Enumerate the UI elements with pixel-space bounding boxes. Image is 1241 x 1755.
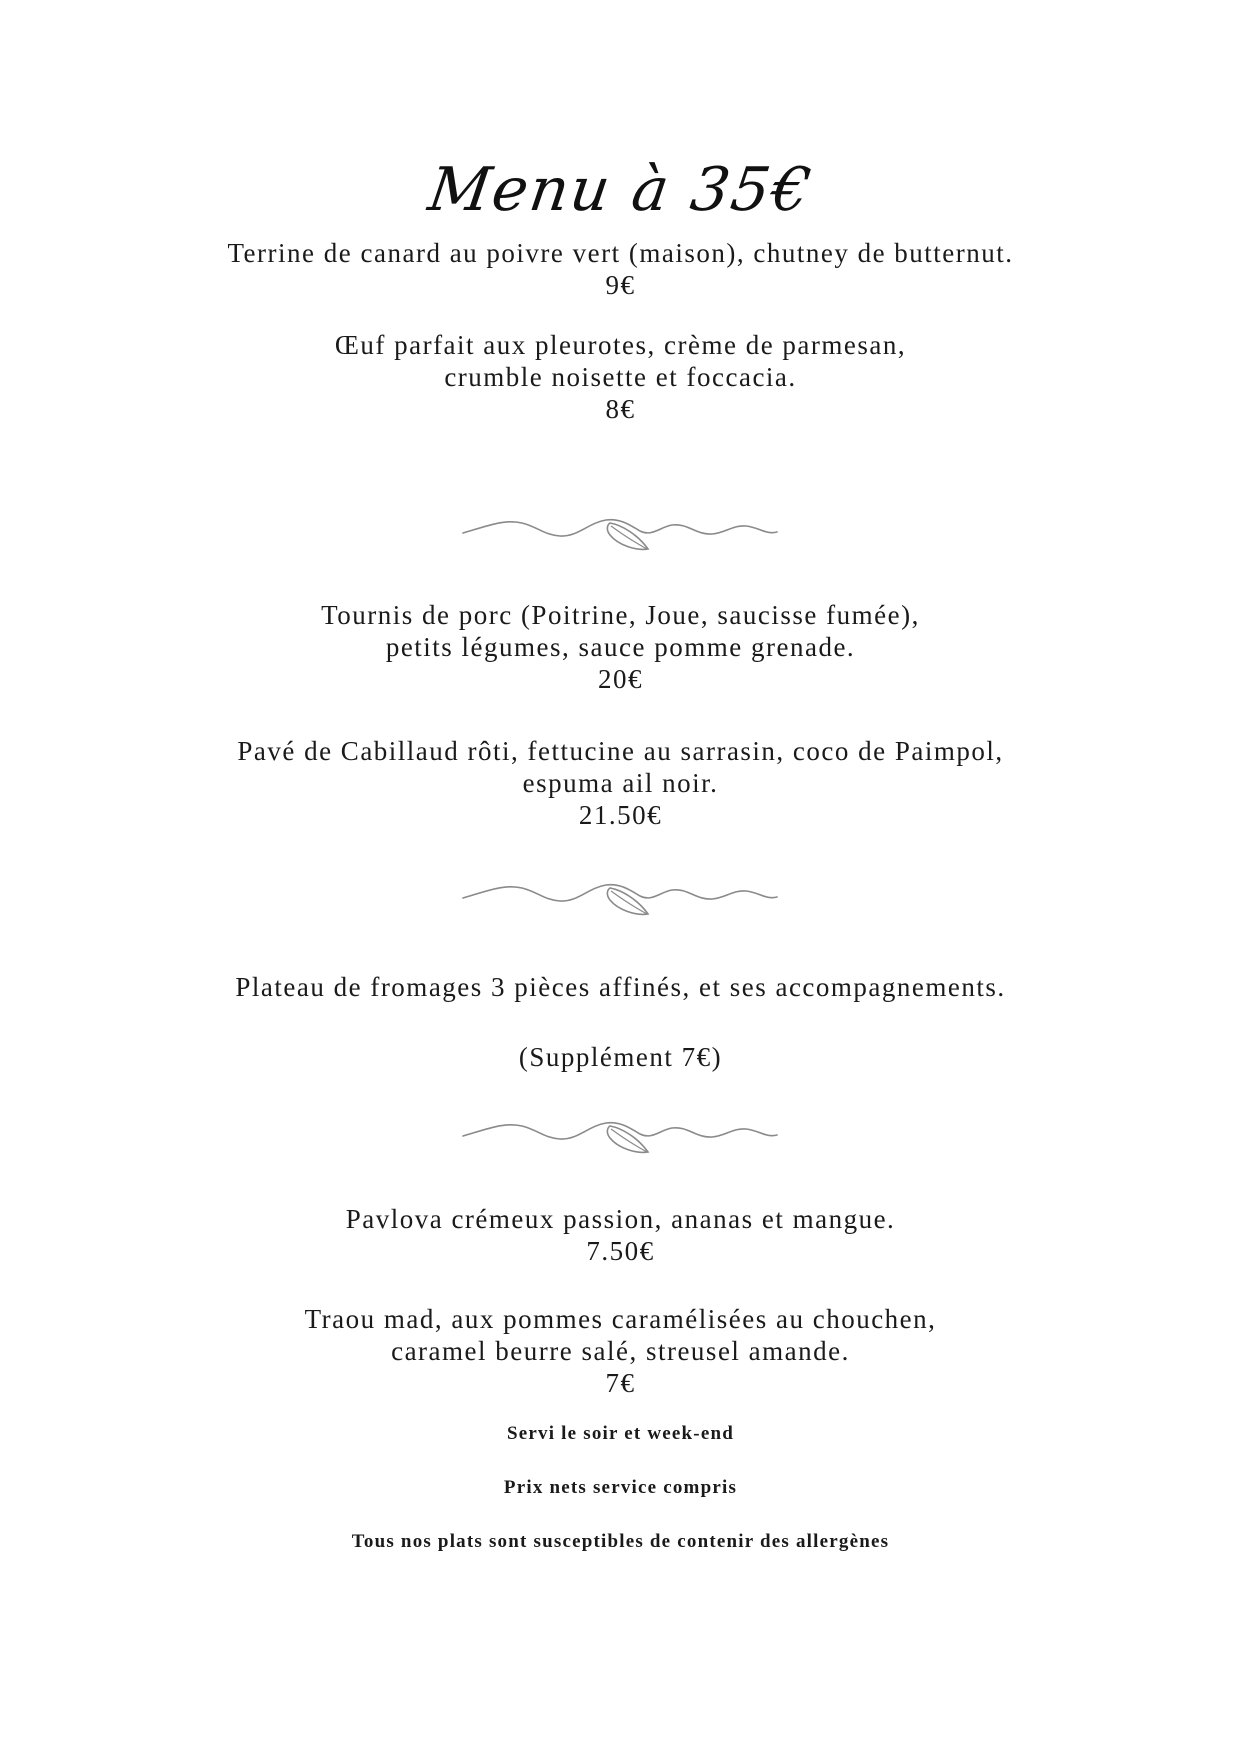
plat-2-line-1: Pavé de Cabillaud rôti, fettucine au sarrasin, coco de Paimpol, <box>237 736 1004 766</box>
note-prices: Prix nets service compris <box>503 1477 738 1498</box>
entree-1-price: 9€ <box>605 270 636 300</box>
plat-2-price: 21.50€ <box>578 800 663 830</box>
plat-1-price: 20€ <box>598 664 643 694</box>
dessert-2-line-1: Traou mad, aux pommes caramélisées au chouchen, <box>304 1304 937 1334</box>
note-allergens: Tous nos plats sont susceptibles de contenir des allergènes <box>351 1531 890 1552</box>
vine-leaf-divider-icon <box>460 1108 780 1158</box>
entree-1-line-1: Terrine de canard au poivre vert (maison), chutney de butternut. <box>227 238 1014 268</box>
plat-1-line-1: Tournis de porc (Poitrine, Joue, saucisse fumée), <box>321 600 920 630</box>
vine-leaf-divider-icon <box>460 870 780 920</box>
fromages-supplement: (Supplément 7€) <box>518 1042 723 1072</box>
plat-1-line-2: petits légumes, sauce pomme grenade. <box>385 632 856 662</box>
vine-leaf-divider-icon <box>460 505 780 555</box>
note-served: Servi le soir et week-end <box>507 1423 734 1444</box>
menu-title: Menu à 35€ <box>424 155 817 225</box>
entree-2-line-2: crumble noisette et foccacia. <box>444 362 797 392</box>
entree-2-line-1: Œuf parfait aux pleurotes, crème de parmesan, <box>334 330 907 360</box>
dessert-1-line-1: Pavlova crémeux passion, ananas et mangue. <box>345 1204 896 1234</box>
fromages-line: Plateau de fromages 3 pièces affinés, et ses accompagnements. <box>235 972 1006 1002</box>
dessert-2-price: 7€ <box>605 1368 636 1398</box>
plat-2-line-2: espuma ail noir. <box>522 768 719 798</box>
entree-2-price: 8€ <box>605 394 636 424</box>
dessert-1-price: 7.50€ <box>586 1236 655 1266</box>
dessert-2-line-2: caramel beurre salé, streusel amande. <box>391 1336 850 1366</box>
